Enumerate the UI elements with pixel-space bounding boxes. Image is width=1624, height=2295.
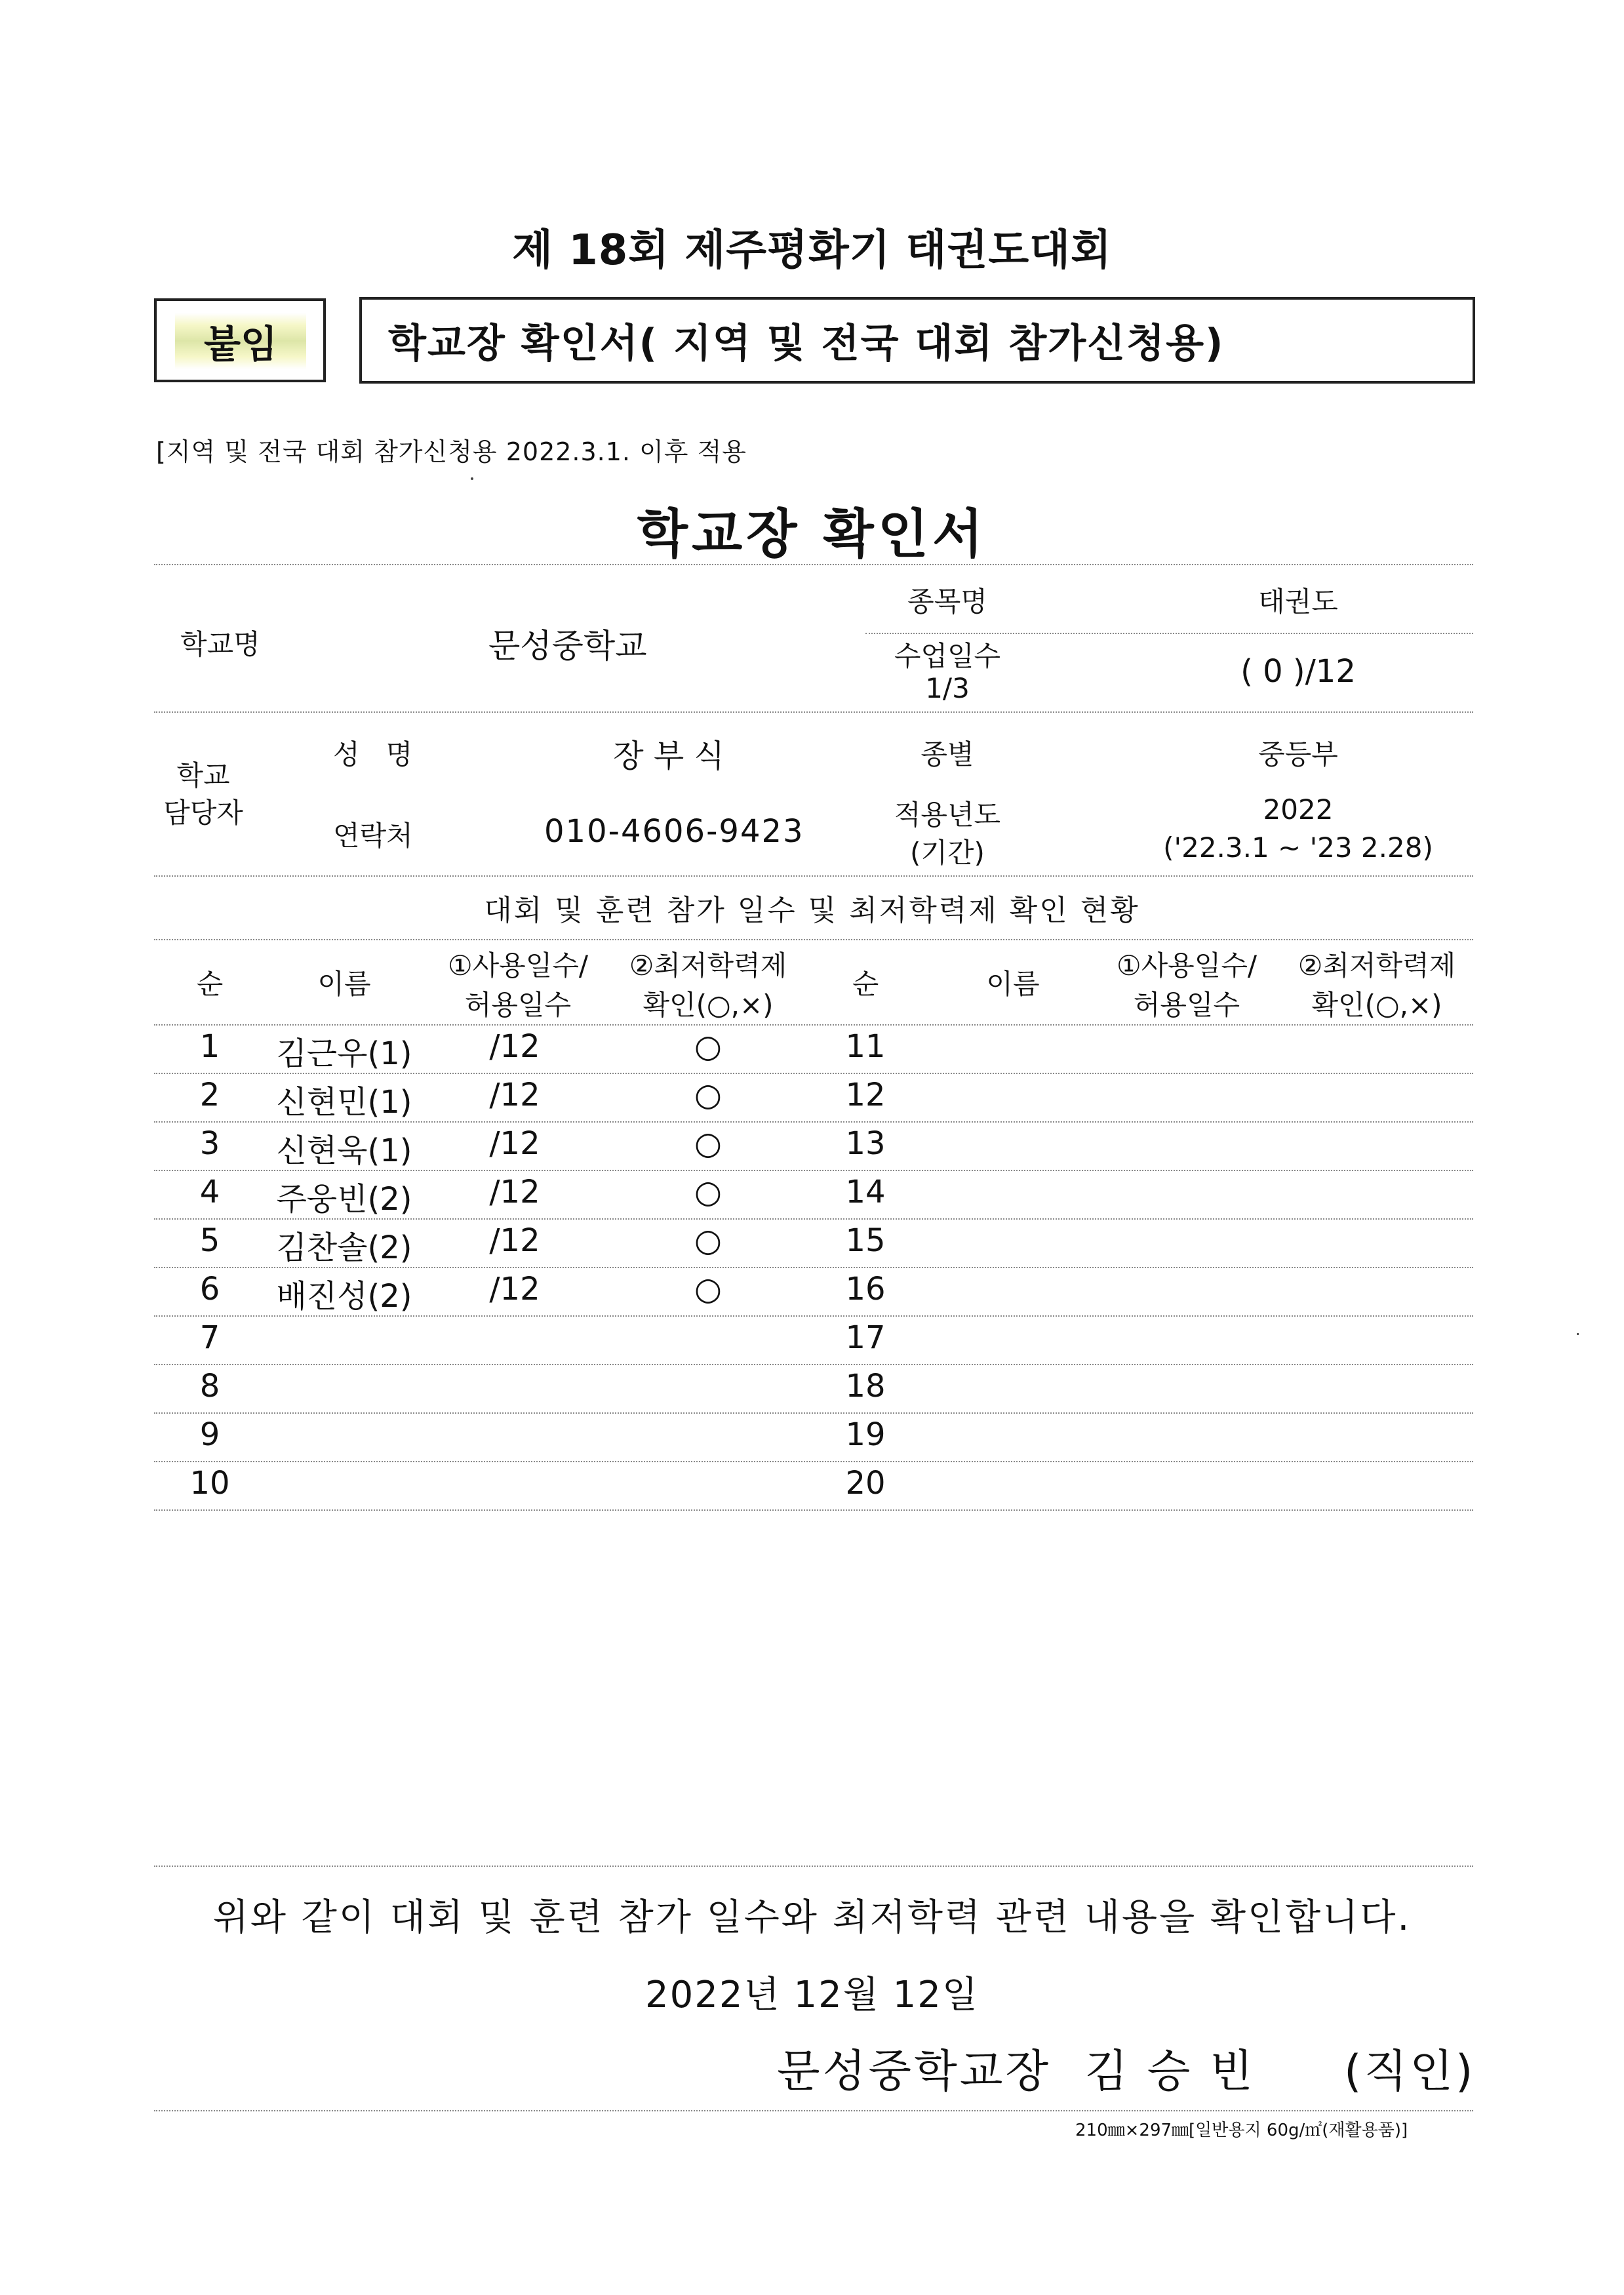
row-no: 8: [199, 1368, 220, 1405]
rule: [154, 711, 1473, 713]
applicability-note: [지역 및 전국 대회 참가신청용 2022.3.1. 이후 적용: [156, 437, 747, 466]
row-no-right: 18: [845, 1368, 886, 1405]
row-no-right: 13: [845, 1125, 886, 1162]
year-value: 2022: [1263, 793, 1334, 826]
rule: [154, 1170, 1473, 1171]
row-check: ○: [694, 1125, 722, 1162]
col-days-left-2: 허용일수: [464, 989, 572, 1021]
row-days: /12: [489, 1028, 540, 1065]
row-name: 신현욱(1): [276, 1132, 412, 1169]
principal-signature-line: 문성중학교장 김 승 빈: [777, 2046, 1256, 2098]
official-seal-placeholder: (직인): [1344, 2046, 1476, 2098]
sport-value: 태권도: [1258, 586, 1338, 618]
row-no: 7: [199, 1319, 220, 1356]
col-check-right: ②최저학력제: [1297, 949, 1456, 982]
manager-label-1: 학교: [176, 759, 230, 791]
rule: [154, 1218, 1473, 1220]
participation-section-title: 대회 및 훈련 참가 일수 및 최저학력제 확인 현황: [484, 894, 1140, 927]
row-name: 신현민(1): [276, 1084, 412, 1121]
rule: [154, 1315, 1473, 1317]
document-title: 학교장 확인서: [637, 504, 987, 565]
rule: [154, 564, 1473, 565]
row-no: 1: [199, 1028, 220, 1065]
row-no-right: 20: [845, 1465, 886, 1502]
col-no-left: 순: [196, 968, 224, 1000]
rule: [865, 633, 1473, 634]
row-days: /12: [489, 1222, 540, 1259]
attachment-tag: [154, 298, 326, 382]
row-no-right: 19: [845, 1416, 886, 1453]
row-no: 3: [199, 1125, 220, 1162]
rule: [154, 1412, 1473, 1414]
row-no: 9: [199, 1416, 220, 1453]
row-no-right: 16: [845, 1271, 886, 1307]
event-title: 제 18회 제주평화기 태권도대회: [512, 226, 1112, 275]
class-days-ratio: 1/3: [925, 672, 970, 704]
col-name-right: 이름: [986, 968, 1040, 1000]
rule: [154, 1121, 1473, 1123]
manager-name: 장 부 식: [613, 738, 724, 774]
school-name: 문성중학교: [488, 627, 647, 665]
rule: [154, 1461, 1473, 1462]
col-check-left-2: 확인(○,×): [643, 989, 774, 1021]
row-no: 10: [189, 1465, 230, 1502]
attachment-tag-label: 붙임: [175, 313, 306, 369]
row-check: ○: [694, 1028, 722, 1065]
issue-date: 2022년 12월 12일: [645, 1974, 979, 2016]
col-days-left: ①사용일수/: [447, 949, 589, 982]
rule: [154, 1073, 1473, 1074]
rule: [154, 875, 1473, 877]
rule: [154, 1866, 1473, 1867]
class-days-label: 수업일수: [894, 640, 1001, 672]
rule: [154, 1364, 1473, 1365]
rule: [154, 1024, 1473, 1026]
school-name-label: 학교명: [180, 628, 260, 660]
row-no: 5: [199, 1222, 220, 1259]
contact-value: 010-4606-9423: [544, 813, 804, 850]
scan-speck: [1577, 1333, 1579, 1335]
division-value: 중등부: [1258, 738, 1338, 770]
row-name: 주웅빈(2): [276, 1181, 412, 1218]
rule: [154, 2110, 1473, 2111]
row-no-right: 14: [845, 1174, 886, 1210]
scan-speck: [471, 477, 473, 480]
row-days: /12: [489, 1271, 540, 1307]
division-label: 종별: [921, 738, 974, 770]
year-period: ('22.3.1 ~ '23 2.28): [1163, 831, 1433, 864]
rule: [154, 939, 1473, 940]
row-no-right: 15: [845, 1222, 886, 1259]
row-days: /12: [489, 1077, 540, 1113]
year-label: 적용년도: [894, 799, 1001, 831]
manager-label-2: 담당자: [163, 797, 243, 829]
contact-label: 연락처: [333, 820, 413, 852]
row-no: 4: [199, 1174, 220, 1210]
col-name-left: 이름: [317, 968, 371, 1000]
row-name: 배진성(2): [276, 1278, 412, 1315]
row-days: /12: [489, 1125, 540, 1162]
row-no-right: 11: [845, 1028, 886, 1065]
col-days-right-2: 허용일수: [1133, 989, 1240, 1021]
row-no-right: 12: [845, 1077, 886, 1113]
row-name: 김근우(1): [276, 1035, 412, 1072]
row-no: 6: [199, 1271, 220, 1307]
year-period-label: (기간): [910, 837, 985, 869]
col-check-left: ②최저학력제: [629, 949, 787, 982]
attachment-title-box: 학교장 확인서( 지역 및 전국 대회 참가신청용): [359, 297, 1475, 384]
class-days-value: ( 0 )/12: [1240, 653, 1356, 690]
confirmation-statement: 위와 같이 대회 및 훈련 참가 일수와 최저학력 관련 내용을 확인합니다.: [212, 1896, 1412, 1939]
row-name: 김찬솔(2): [276, 1229, 412, 1266]
col-days-right: ①사용일수/: [1116, 949, 1258, 982]
sport-label: 종목명: [907, 586, 987, 618]
row-check: ○: [694, 1077, 722, 1113]
rule: [154, 1509, 1473, 1511]
row-no: 2: [199, 1077, 220, 1113]
row-check: ○: [694, 1222, 722, 1259]
paper-spec: 210㎜×297㎜[일반용지 60g/㎡(재활용품)]: [1075, 2121, 1408, 2140]
manager-name-label: 성 명: [333, 738, 413, 770]
row-no-right: 17: [845, 1319, 886, 1356]
col-no-right: 순: [852, 968, 879, 1000]
rule: [154, 1267, 1473, 1268]
row-days: /12: [489, 1174, 540, 1210]
row-check: ○: [694, 1174, 722, 1210]
col-check-right-2: 확인(○,×): [1311, 989, 1442, 1021]
row-check: ○: [694, 1271, 722, 1307]
